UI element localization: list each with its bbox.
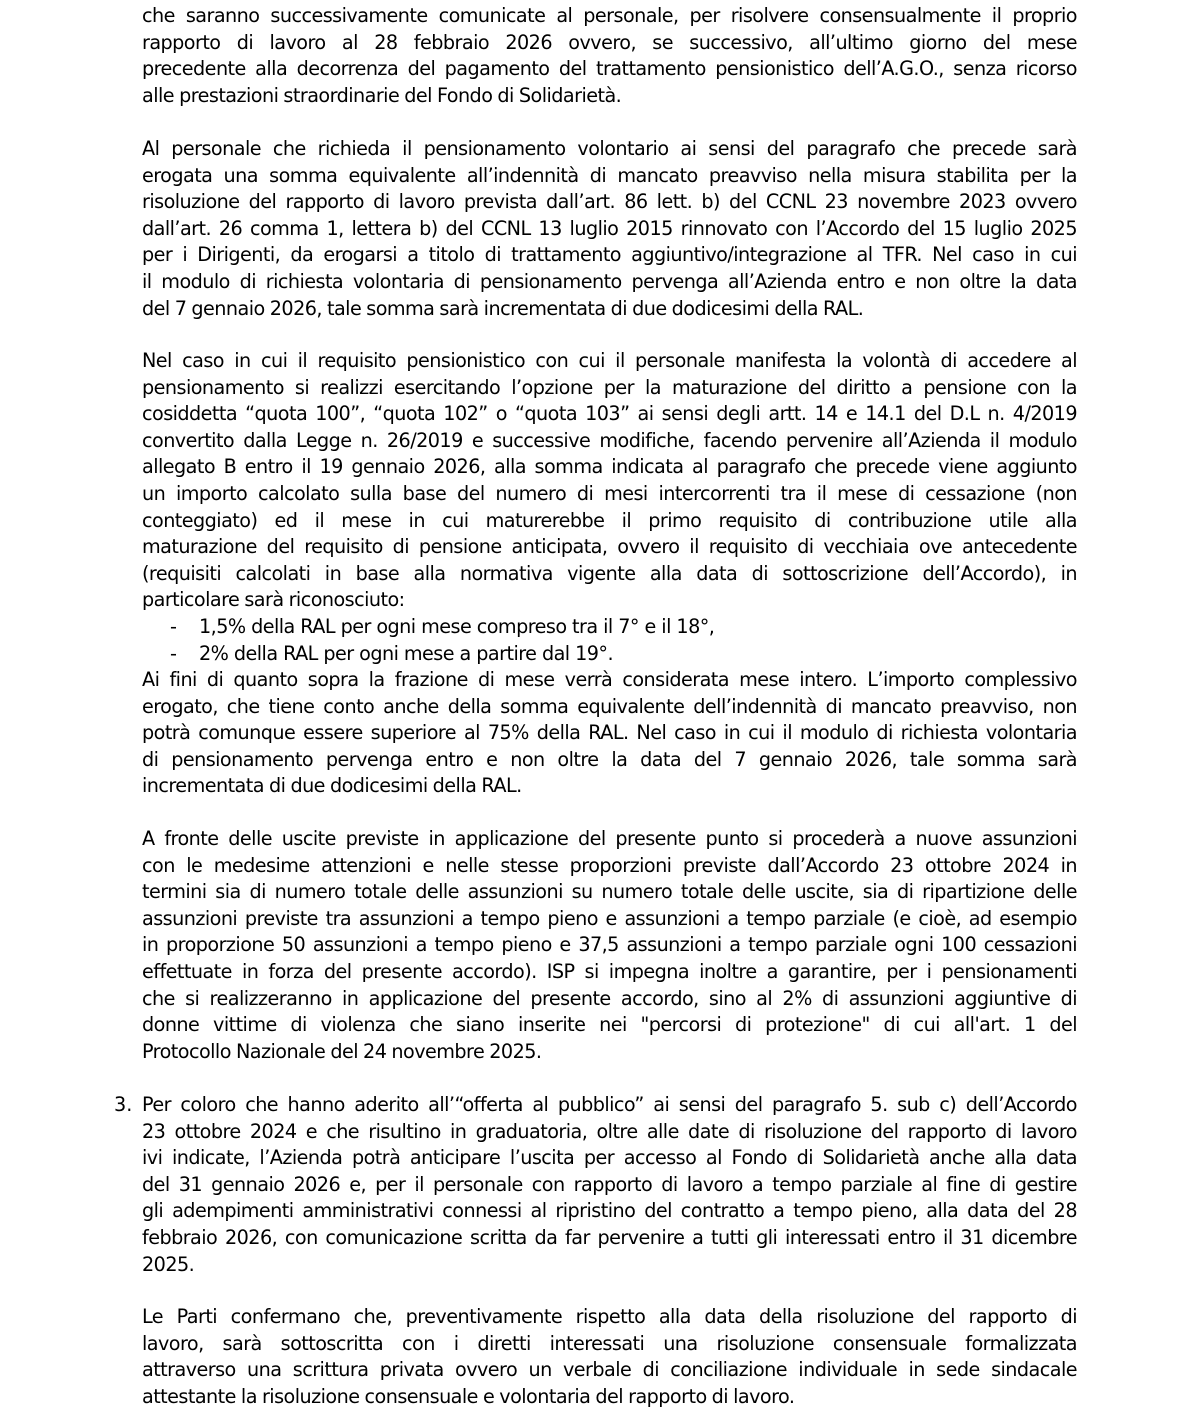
text-line: assunzioni previste tra assunzioni a tempo pieno e assunzioni a tempo parziale (e cioè, ad esempio: [142, 906, 1077, 930]
text-line: precedente alla decorrenza del pagamento del trattamento pensionistico dell’A.G.O., senza ricorso: [142, 57, 1077, 81]
paragraph-continuation: [142, 3, 1077, 109]
text-line: del 31 gennaio 2026 e, per il personale con rapporto di lavoro a tempo parziale al fine di gestire: [142, 1172, 1077, 1196]
text-line: particolare sarà riconosciuto:: [142, 588, 405, 612]
text-line: rapporto di lavoro al 28 febbraio 2026 ovvero, se successivo, all’ultimo giorno del mese: [142, 30, 1077, 54]
text-line: allegato B entro il 19 gennaio 2026, alla somma indicata al paragrafo che precede viene aggiunto: [142, 455, 1077, 479]
text-line: pensionamento si realizzi esercitando l’opzione per la maturazione del diritto a pensione con la: [142, 375, 1077, 399]
paragraph-parti: [142, 1304, 1077, 1410]
text-line: attestante la risoluzione consensuale e volontaria del rapporto di lavoro.: [142, 1384, 795, 1408]
text-line: Nel caso in cui il requisito pensionistico con cui il personale manifesta la volontà di accedere al: [142, 349, 1077, 372]
text-line: attraverso una scrittura privata ovvero un verbale di conciliazione individuale in sede sindacale: [142, 1358, 1077, 1382]
paragraph-assunzioni: [142, 826, 1077, 1065]
text-line: potrà comunque essere superiore al 75% della RAL. Nel caso in cui il modulo di richiesta volontaria: [142, 721, 1077, 745]
text-line: Al personale che richieda il pensionamento volontario ai sensi del paragrafo che precede sarà: [142, 137, 1077, 160]
bullet-text: 2% della RAL per ogni mese a partire dal 19°.: [199, 641, 614, 665]
bullet-text: 1,5% della RAL per ogni mese compreso tra il 7° e il 18°,: [199, 615, 715, 638]
text-line: A fronte delle uscite previste in applicazione del presente punto si procederà a nuove assunzioni: [142, 827, 1077, 850]
text-line: lavoro, sarà sottoscritta con i diretti interessati una risoluzione consensuale formalizzata: [142, 1331, 1077, 1355]
text-line: che si realizzeranno in applicazione del presente accordo, sino al 2% di assunzioni aggiuntive di: [142, 986, 1077, 1010]
text-line: effettuate in forza del presente accordo). ISP si impegna inoltre a garantire, per i pensionamenti: [142, 959, 1077, 983]
text-line: febbraio 2026, con comunicazione scritta da far pervenire a tutti gli interessati entro il 31 dicembre: [142, 1225, 1077, 1249]
text-line: Ai fini di quanto sopra la frazione di mese verrà considerata mese intero. L’importo complessivo: [142, 668, 1077, 691]
paragraph-item-3: [142, 1092, 1077, 1278]
text-line: del 7 gennaio 2026, tale somma sarà incrementata di due dodicesimi della RAL.: [142, 296, 864, 320]
bullet-item: [170, 614, 714, 641]
text-line: 23 ottobre 2024 e che risultino in graduatoria, oltre alle date di risoluzione del rapporto di lavoro: [142, 1119, 1077, 1143]
text-line: ivi indicate, l’Azienda potrà anticipare l’uscita per accesso al Fondo di Solidarietà anche alla data: [142, 1146, 1077, 1170]
text-line: in proporzione 50 assunzioni a tempo pieno e 37,5 assunzioni a tempo parziale ogni 100 cessazioni: [142, 933, 1077, 957]
text-line: un importo calcolato sulla base del numero di mesi intercorrenti tra il mese di cessazione (non: [142, 481, 1077, 505]
text-line: con le medesime attenzioni e nelle stesse proporzioni previste dall’Accordo 23 ottobre 2024 in: [142, 853, 1077, 877]
text-line: erogata una somma equivalente all’indennità di mancato preavviso nella misura stabilita per la: [142, 163, 1077, 187]
text-line: convertito dalla Legge n. 26/2019 e successive modifiche, facendo pervenire all’Azienda il modulo: [142, 428, 1077, 452]
text-line: Le Parti confermano che, preventivamente rispetto alla data della risoluzione del rapporto di: [142, 1305, 1077, 1328]
text-line: Protocollo Nazionale del 24 novembre 2025.: [142, 1039, 542, 1063]
list-item-number: 3.: [114, 1093, 133, 1116]
bullet-marker: -: [170, 641, 177, 665]
text-line: risoluzione del rapporto di lavoro prevista dall’art. 86 lett. b) del CCNL 23 novembre 2023 ovvero: [142, 190, 1077, 214]
text-line: 2025.: [142, 1252, 195, 1276]
text-line: (requisiti calcolati in base alla normativa vigente alla data di sottoscrizione dell’Accordo), in: [142, 561, 1077, 585]
text-line: di pensionamento pervenga entro e non oltre la data del 7 gennaio 2026, tale somma sarà: [142, 747, 1077, 771]
bullet-marker: -: [170, 615, 177, 638]
text-line: termini sia di numero totale delle assunzioni su numero totale delle uscite, sia di ripartizione delle: [142, 880, 1077, 904]
text-line: cosiddetta “quota 100”, “quota 102” o “quota 103” ai sensi degli artt. 14 e 14.1 del D.L n. 4/2019: [142, 402, 1077, 426]
text-line: Per coloro che hanno aderito all’“offerta al pubblico” ai sensi del paragrafo 5. sub c) dell’Accordo: [142, 1093, 1077, 1116]
bullet-item: [170, 641, 714, 668]
text-line: per i Dirigenti, da erogarsi a titolo di trattamento aggiuntivo/integrazione al TFR. Nel caso in cui: [142, 243, 1077, 267]
paragraph-indennita: [142, 136, 1077, 322]
text-line: erogato, che tiene conto anche della somma equivalente dell’indennità di mancato preavviso, non: [142, 694, 1077, 718]
text-line: gli adempimenti amministrativi connessi al ripristino del contratto a tempo pieno, alla data del 28: [142, 1199, 1077, 1223]
text-line: il modulo di richiesta volontaria di pensionamento pervenga all’Azienda entro e non oltre la data: [142, 269, 1077, 293]
text-line: incrementata di due dodicesimi della RAL.: [142, 774, 522, 798]
paragraph-frazione: [142, 667, 1077, 800]
bullet-list: [170, 614, 714, 667]
text-line: maturazione del requisito di pensione anticipata, ovvero il requisito di vecchiaia ove antecedente: [142, 535, 1077, 559]
text-line: conteggiato) ed il mese in cui maturerebbe il primo requisito di contribuzione utile alla: [142, 508, 1077, 532]
text-line: che saranno successivamente comunicate al personale, per risolvere consensualmente il proprio: [142, 4, 1077, 27]
text-line: donne vittime di violenza che siano inserite nei "percorsi di protezione" di cui all'art. 1 del: [142, 1013, 1077, 1037]
paragraph-quota: [142, 348, 1077, 614]
text-line: dall’art. 26 comma 1, lettera b) del CCNL 13 luglio 2015 rinnovato con l’Accordo del 15 luglio 2025: [142, 216, 1077, 240]
text-line: alle prestazioni straordinarie del Fondo di Solidarietà.: [142, 83, 622, 107]
